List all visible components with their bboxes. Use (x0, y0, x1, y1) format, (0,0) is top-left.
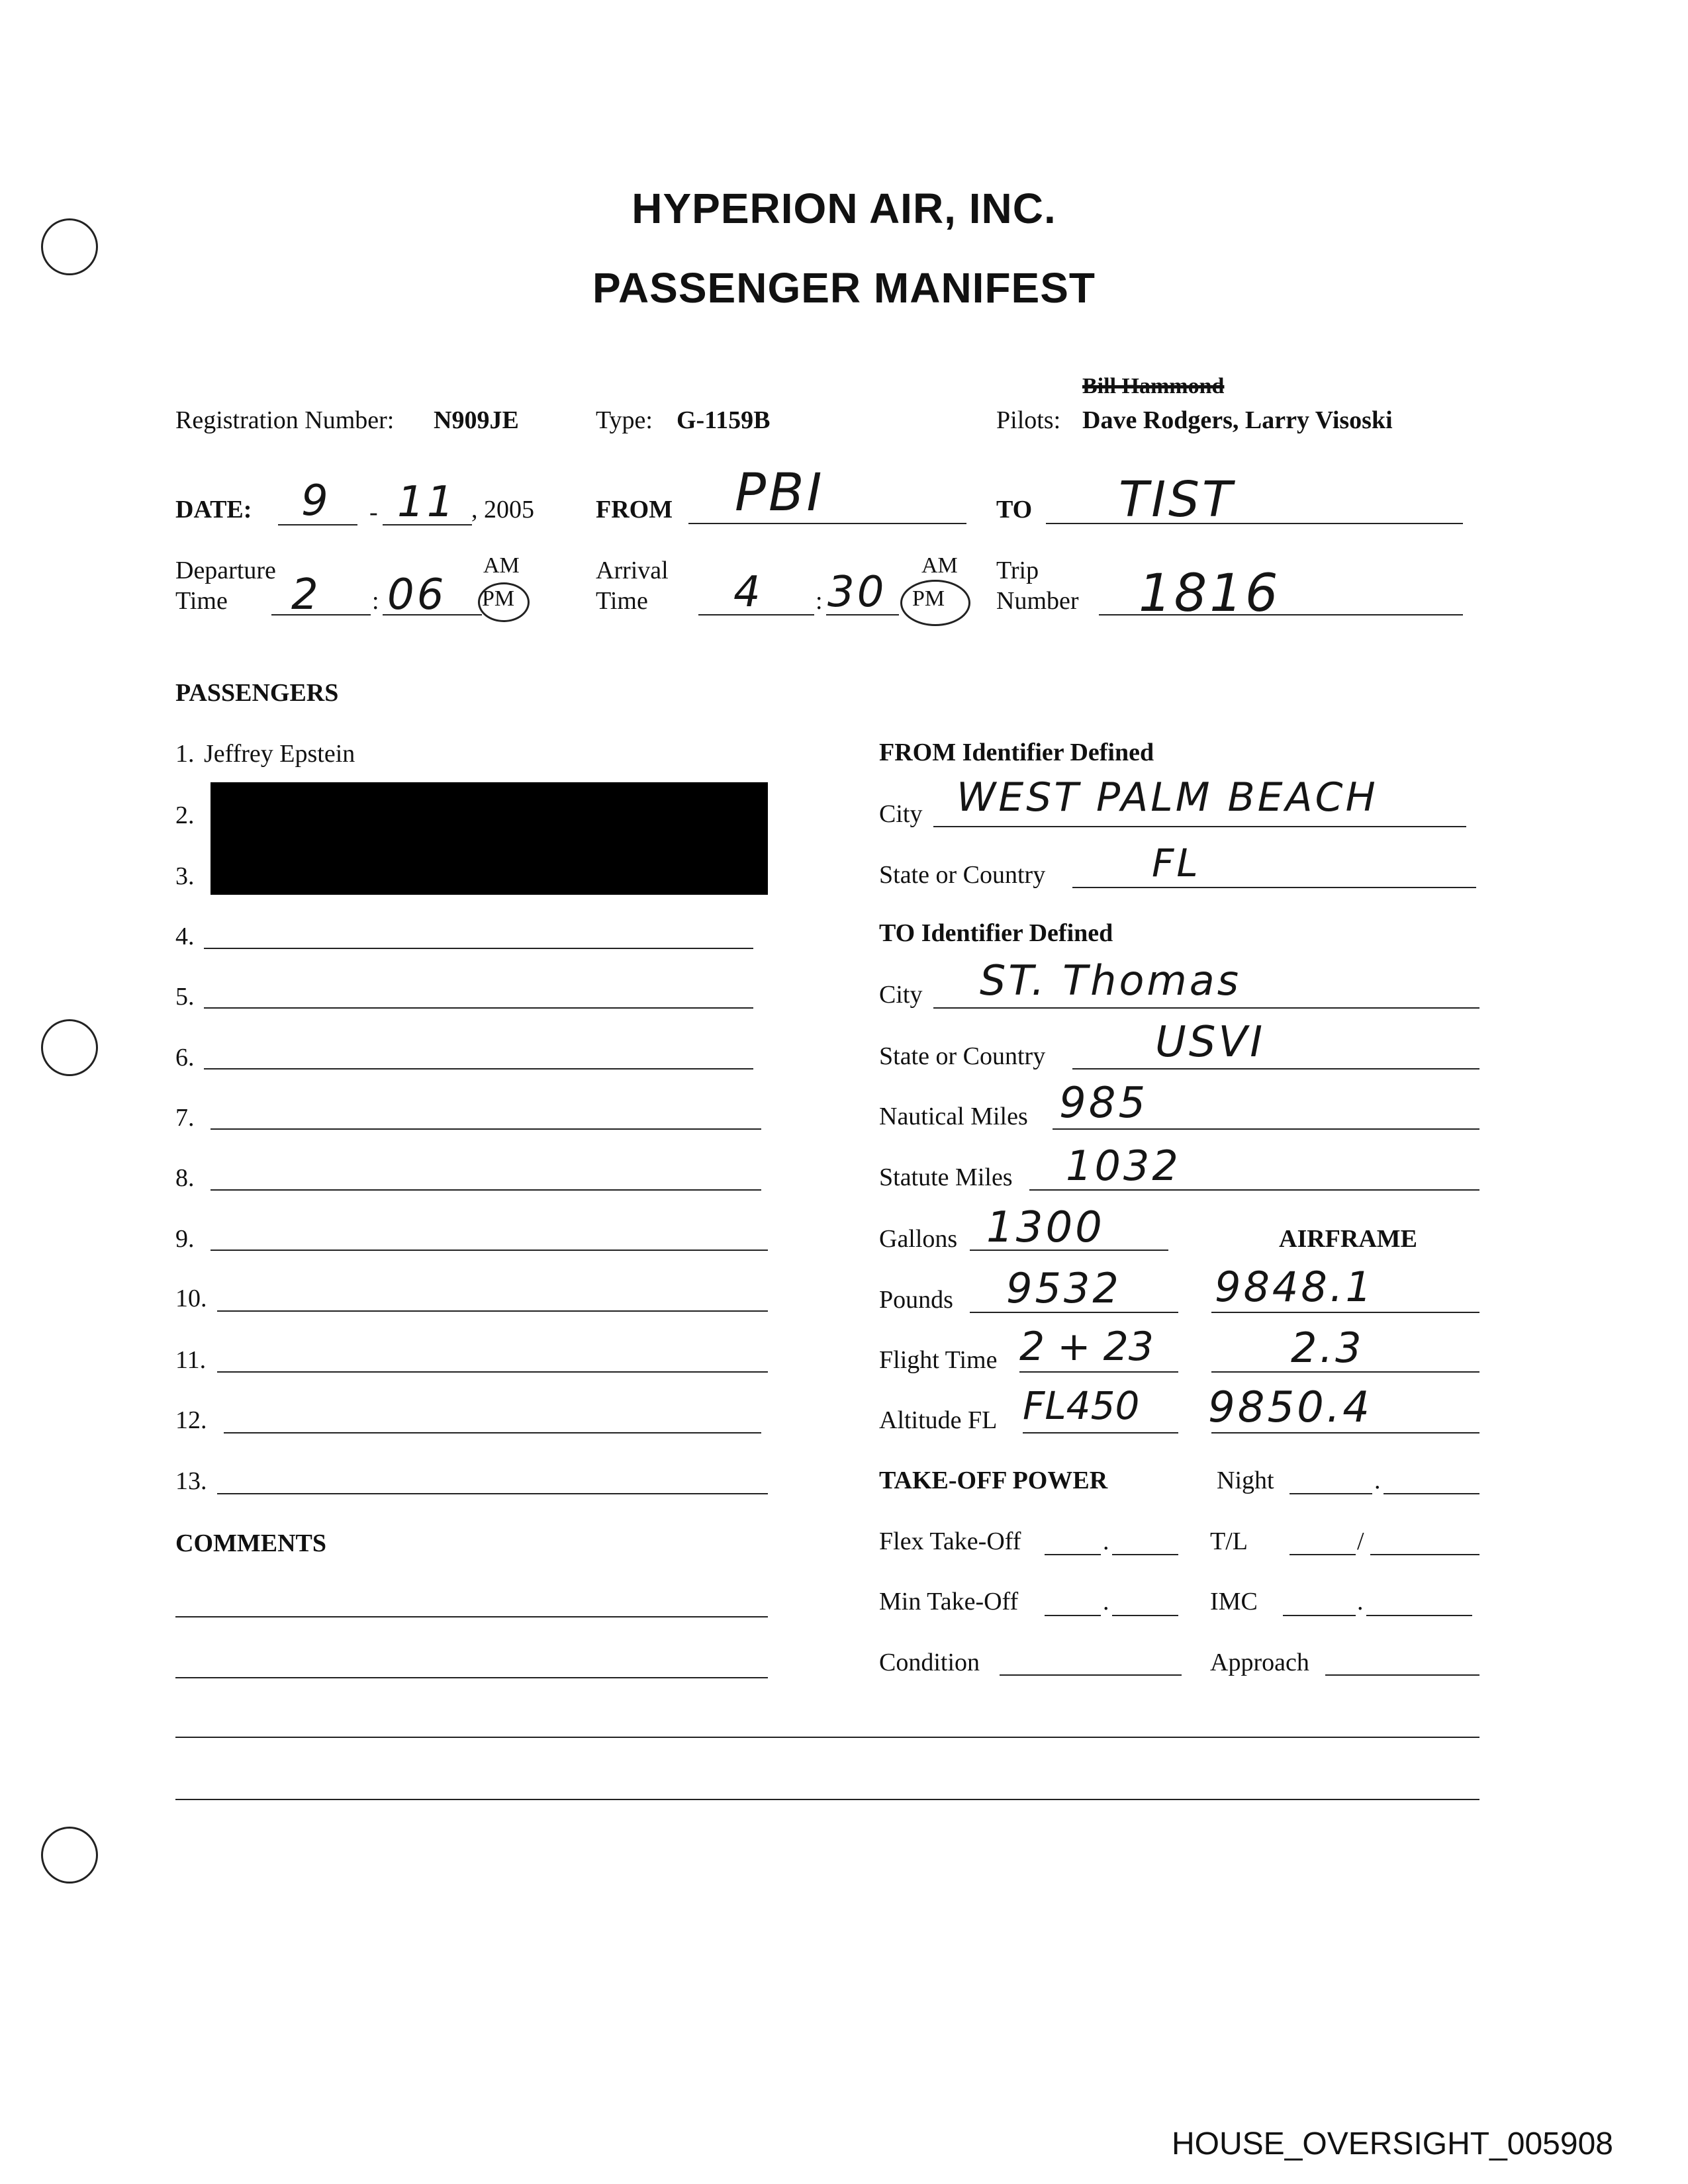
passengers-heading: PASSENGERS (175, 679, 339, 707)
arrival-pm: PM (912, 586, 945, 611)
registration-label: Registration Number: (175, 406, 395, 434)
flex-takeoff-dot: . (1103, 1527, 1109, 1555)
passenger-name: Jeffrey Epstein (204, 740, 355, 768)
from-line (688, 523, 966, 524)
passenger-number: 13. (175, 1467, 207, 1495)
trip-label-1: Trip (996, 557, 1039, 584)
min-takeoff-label: Min Take-Off (879, 1588, 1019, 1615)
passenger-number: 10. (175, 1285, 207, 1312)
arrival-label-1: Arrival (596, 557, 669, 584)
passenger-line (204, 1068, 753, 1069)
passenger-number: 9. (175, 1225, 195, 1253)
tl-line-b (1370, 1554, 1479, 1555)
passenger-number: 11. (175, 1346, 207, 1374)
to-state-label: State or Country (879, 1042, 1046, 1070)
airframe-value-2: 2.3 (1291, 1324, 1364, 1372)
nautical-miles-label: Nautical Miles (879, 1103, 1028, 1130)
date-year: , 2005 (471, 496, 534, 523)
passenger-number: 3. (175, 862, 195, 890)
trip-number: 1816 (1139, 564, 1281, 623)
imc-line-b (1366, 1615, 1472, 1616)
departure-label-1: Departure (175, 557, 276, 584)
company-name: HYPERION AIR, INC. (632, 185, 1056, 232)
pilots-value: Dave Rodgers, Larry Visoski (1082, 406, 1393, 434)
night-dot: . (1374, 1467, 1381, 1494)
from-label: FROM (596, 496, 673, 523)
pilots-label: Pilots: (996, 406, 1061, 434)
flight-time-value: 2 + 23 (1019, 1324, 1154, 1370)
flex-takeoff-line-b (1112, 1554, 1178, 1555)
altitude-line (1023, 1432, 1178, 1433)
airframe-line-3 (1211, 1432, 1479, 1433)
arrival-label-2: Time (596, 587, 648, 615)
arrival-am: AM (921, 553, 958, 578)
tl-line-a (1289, 1554, 1356, 1555)
passenger-number: 6. (175, 1044, 195, 1071)
date-month: 9 (301, 477, 331, 525)
min-takeoff-line-b (1112, 1615, 1178, 1616)
imc-dot: . (1357, 1588, 1364, 1615)
to-label: TO (996, 496, 1033, 523)
to-city-label: City (879, 981, 923, 1009)
comment-line (175, 1737, 1479, 1738)
min-takeoff-line-a (1045, 1615, 1101, 1616)
gallons-label: Gallons (879, 1225, 958, 1253)
nautical-miles-line (1053, 1128, 1479, 1130)
flight-time-label: Flight Time (879, 1346, 998, 1374)
gallons-value: 1300 (986, 1203, 1105, 1252)
departure-minutes: 06 (387, 570, 447, 619)
passenger-number: 12. (175, 1406, 207, 1434)
comment-line (175, 1799, 1479, 1800)
altitude-value: FL450 (1023, 1383, 1140, 1428)
pilot-struck-name: Bill Hammond (1082, 374, 1225, 398)
from-state-value: FL (1152, 841, 1201, 886)
night-line-a (1289, 1493, 1372, 1494)
altitude-label: Altitude FL (879, 1406, 998, 1434)
statute-miles-label: Statute Miles (879, 1163, 1013, 1191)
redaction-block (211, 782, 768, 895)
departure-am: AM (483, 553, 520, 578)
condition-line (1000, 1674, 1182, 1676)
arrival-colon: : (816, 587, 823, 615)
comments-heading: COMMENTS (175, 1529, 326, 1557)
registration-value: N909JE (434, 406, 519, 434)
trip-label-2: Number (996, 587, 1079, 615)
passenger-number: 5. (175, 983, 195, 1011)
departure-label-2: Time (175, 587, 228, 615)
from-value: PBI (735, 463, 825, 523)
passenger-line (224, 1432, 761, 1433)
from-identifier-heading: FROM Identifier Defined (879, 739, 1154, 766)
passenger-line (211, 1250, 768, 1251)
arrival-hour: 4 (733, 568, 763, 617)
flex-takeoff-line-a (1045, 1554, 1101, 1555)
type-value: G-1159B (677, 406, 771, 434)
passenger-line (217, 1310, 768, 1312)
night-line-b (1383, 1493, 1479, 1494)
airframe-value-3: 9850.4 (1208, 1383, 1372, 1432)
pounds-value: 9532 (1006, 1264, 1121, 1312)
flex-takeoff-label: Flex Take-Off (879, 1527, 1021, 1555)
to-city-value: ST. Thomas (980, 956, 1242, 1005)
departure-pm: PM (482, 586, 515, 611)
to-line (1046, 523, 1463, 524)
comment-line (175, 1677, 768, 1678)
passenger-number: 1. (175, 740, 195, 768)
type-label: Type: (596, 406, 653, 434)
bates-number: HOUSE_OVERSIGHT_005908 (1172, 2126, 1613, 2161)
to-city-line (933, 1007, 1479, 1009)
passenger-number: 2. (175, 801, 195, 829)
approach-line (1325, 1674, 1479, 1676)
nautical-miles-value: 985 (1059, 1079, 1149, 1128)
imc-line-a (1283, 1615, 1356, 1616)
passenger-line (217, 1371, 768, 1373)
arrival-minutes: 30 (827, 568, 887, 617)
passenger-line (204, 1007, 753, 1009)
tl-slash: / (1357, 1527, 1364, 1555)
form-title: PASSENGER MANIFEST (592, 264, 1096, 312)
departure-hour: 2 (291, 570, 321, 619)
night-label: Night (1217, 1467, 1274, 1494)
from-city-line (933, 826, 1466, 827)
passenger-number: 8. (175, 1164, 195, 1192)
passenger-line (211, 1128, 761, 1130)
passenger-number: 7. (175, 1104, 195, 1132)
airframe-value-1: 9848.1 (1215, 1263, 1374, 1311)
condition-label: Condition (879, 1649, 980, 1676)
from-state-label: State or Country (879, 861, 1046, 889)
passenger-line (211, 1189, 761, 1191)
imc-label: IMC (1210, 1588, 1258, 1615)
to-identifier-heading: TO Identifier Defined (879, 919, 1113, 947)
pounds-label: Pounds (879, 1286, 953, 1314)
to-state-value: USVI (1155, 1018, 1266, 1067)
takeoff-power-heading: TAKE-OFF POWER (879, 1467, 1108, 1494)
from-city-value: WEST PALM BEACH (957, 774, 1378, 821)
statute-miles-value: 1032 (1066, 1142, 1181, 1190)
airframe-line-1 (1211, 1312, 1479, 1313)
binder-hole-middle (41, 1019, 98, 1076)
passenger-line (217, 1493, 768, 1494)
from-city-label: City (879, 800, 923, 828)
tl-label: T/L (1210, 1527, 1248, 1555)
from-state-line (1072, 887, 1476, 888)
min-takeoff-dot: . (1103, 1588, 1109, 1615)
flight-time-line (1019, 1371, 1178, 1373)
departure-colon: : (372, 587, 379, 615)
to-value: TIST (1119, 471, 1235, 528)
date-day: 11 (397, 478, 457, 527)
airframe-heading: AIRFRAME (1279, 1225, 1417, 1253)
passenger-number: 4. (175, 923, 195, 950)
date-separator: - (369, 498, 378, 526)
passenger-line (204, 948, 753, 949)
approach-label: Approach (1210, 1649, 1309, 1676)
date-label: DATE: (175, 496, 252, 523)
comment-line (175, 1616, 768, 1617)
departure-hour-line (271, 614, 371, 615)
to-state-line (1072, 1068, 1479, 1069)
binder-hole-bottom (41, 1827, 98, 1884)
